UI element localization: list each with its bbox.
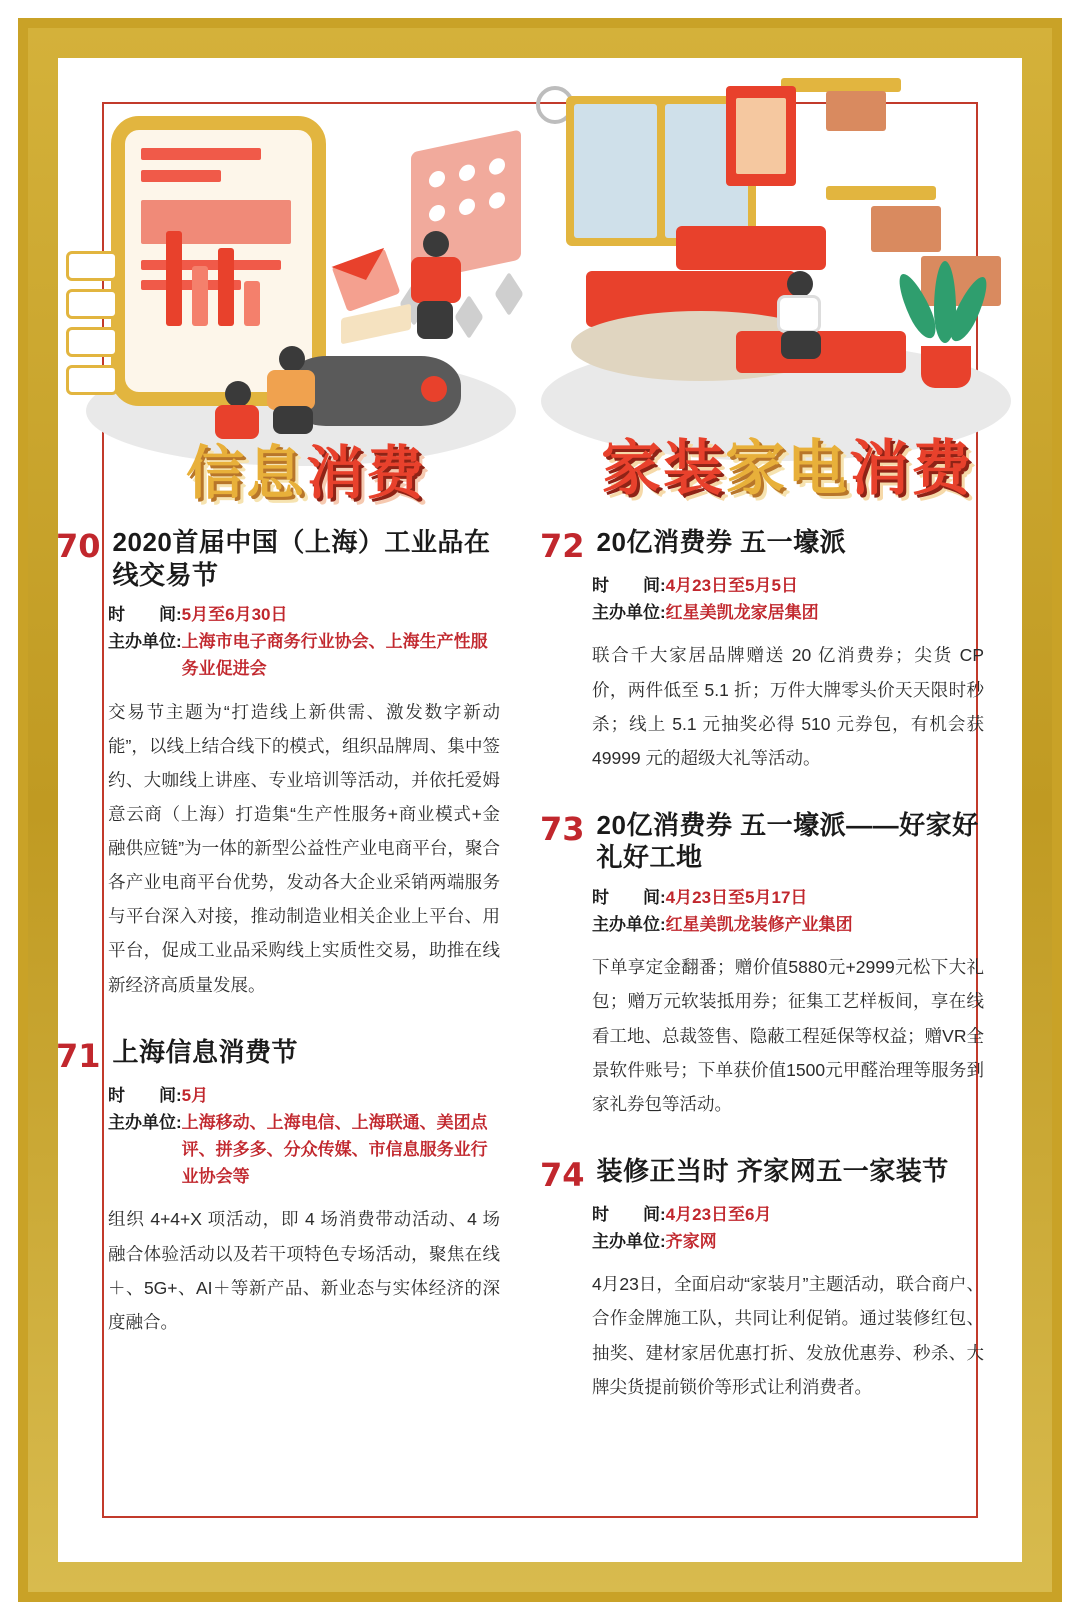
picture-frame — [726, 86, 796, 186]
entry-time-row — [108, 601, 500, 628]
storage-box — [826, 91, 886, 131]
organizer-label: 主办单位: — [592, 1232, 666, 1252]
person-legs — [781, 331, 821, 359]
entry-time-row — [108, 1082, 500, 1109]
entry-title: 装修正当时 齐家网五一家装节 — [596, 1155, 949, 1186]
headline-part-2: 家电 — [725, 434, 849, 504]
person-sitting-right — [771, 271, 831, 361]
organizer-value: 上海移动、上海电信、上海联通、美团点评、拼多多、分众传媒、市信息服务业行业协会等 — [181, 1112, 488, 1187]
entry-header — [56, 526, 500, 591]
entry-organizer-row — [592, 1228, 984, 1255]
entry-70 — [56, 526, 500, 1002]
time-value: 4月23日至5月5日 — [665, 576, 798, 595]
entry-organizer-row — [108, 628, 500, 682]
person-torso — [777, 295, 821, 333]
entry-body: 下单享定金翻番；赠价值5880元+2999元松下大礼包；赠万元软装抵用券；征集工艺样板间，享在线看工地、总裁签售、隐蔽工程延保等权益；赠VR全景软件账号；下单获价值1500元甲醛治理等服务到家礼券包等活动。 — [592, 957, 984, 1114]
chart-bar — [166, 231, 182, 326]
poster-content — [56, 56, 1024, 1564]
entry-body: 交易节主题为“打造线上新供需、激发数字新动能”，以线上结合线下的模式，组织品牌周、集中签约、大咖线上讲座、专业培训等活动，并依托爱姆意云商（上海）打造集“生产性服务+商业模式+金融供应链”为一体的新型公益性产业电商平台，聚合各产业电商平台优势，发动各大企业采销两端服务与平台深入对接，推动制造业相关企业上平台、用平台，促成工业品采购线上实质性交易，助推在线新经济高质量发展。 — [108, 701, 500, 995]
plant-pot — [921, 346, 971, 388]
entry-73 — [540, 809, 984, 1121]
tile — [66, 365, 118, 395]
organizer-label: 主办单位: — [108, 1112, 182, 1132]
entry-72 — [540, 526, 984, 775]
headline-home-appliance-consumption — [601, 421, 973, 507]
entry-body: 4月23日，全面启动“家装月”主题活动，联合商户、合作金牌施工队，共同让利促销。通过装修红包、抽奖、建材家居优惠打折、发放优惠券、秒杀、大牌尖货提前锁价等形式让利消费者。 — [592, 1274, 984, 1397]
entry-organizer-row — [592, 599, 984, 626]
chart-bar — [218, 248, 234, 326]
entry-number: 73 — [540, 809, 585, 848]
time-label: 时 间: — [108, 1085, 182, 1105]
person-head — [423, 231, 449, 257]
entry-number: 74 — [540, 1155, 585, 1194]
entry-organizer-row — [108, 1109, 500, 1191]
headline-information-consumption — [186, 426, 426, 510]
panel-dot — [429, 169, 445, 188]
panel-dot — [459, 163, 475, 182]
entry-number: 70 — [56, 527, 101, 565]
entry-number: 71 — [56, 1036, 101, 1075]
entry-title: 20亿消费券 五一壕派 — [596, 527, 847, 557]
entry-header — [540, 809, 984, 874]
entry-organizer-row — [592, 911, 984, 938]
entry-meta — [108, 601, 500, 683]
time-value: 4月23日至6月 — [665, 1204, 772, 1224]
entry-title: 上海信息消费节 — [112, 1036, 299, 1067]
organizer-label: 主办单位: — [592, 603, 666, 623]
time-label: 时 间: — [108, 605, 182, 624]
entry-header — [56, 1036, 500, 1075]
organizer-value: 齐家网 — [665, 1232, 717, 1252]
chart-bar — [244, 281, 260, 326]
window-pane — [574, 104, 657, 238]
entry-title: 20亿消费券 五一壕派——好家好礼好工地 — [596, 809, 979, 873]
bed-illustration — [676, 226, 826, 270]
organizer-value: 红星美凯龙装修产业集团 — [665, 915, 853, 935]
time-label: 时 间: — [592, 887, 666, 907]
entry-number: 72 — [540, 527, 585, 565]
entry-time-row — [592, 1201, 984, 1228]
panel-dot — [489, 191, 505, 210]
envelope-icon — [331, 248, 400, 312]
chart-bar — [192, 266, 208, 326]
person-torso — [411, 257, 461, 303]
person-head — [279, 346, 305, 372]
organizer-value: 红星美凯龙家居集团 — [665, 603, 819, 623]
entry-74 — [540, 1155, 984, 1404]
shelf — [781, 78, 901, 92]
time-value: 5月 — [181, 1085, 209, 1105]
headline-part-1: 家装 — [601, 434, 725, 504]
entry-71 — [56, 1036, 500, 1339]
tile — [66, 327, 118, 357]
entry-meta — [592, 884, 984, 938]
entry-header — [540, 1155, 984, 1194]
entry-time-row — [592, 884, 984, 911]
person-head — [225, 381, 251, 407]
organizer-label: 主办单位: — [592, 915, 666, 935]
entry-title: 2020首届中国（上海）工业品在线交易节 — [112, 527, 491, 590]
panel-dot — [459, 197, 475, 216]
person-sitting — [261, 346, 331, 436]
entry-body: 组织 4+4+X 项活动，即 4 场消费带动活动、4 场融合体验活动以及若干项特色专场活动，聚焦在线＋、5G+、AI＋等新产品、新业态与实体经济的深度融合。 — [108, 1209, 500, 1332]
time-label: 时 间: — [592, 576, 666, 595]
right-column — [540, 526, 984, 1438]
illustration-band — [56, 56, 1024, 516]
headline-part-2: 消费 — [306, 439, 427, 507]
panel-dot — [489, 157, 505, 176]
screen-bar — [141, 148, 261, 160]
time-value: 4月23日至5月17日 — [665, 887, 808, 907]
time-label: 时 间: — [592, 1204, 666, 1224]
headline-part-3: 消费 — [849, 434, 973, 504]
storage-box — [871, 206, 941, 252]
left-column — [56, 526, 500, 1438]
bar-chart-illustration — [166, 216, 286, 326]
entry-meta — [592, 1201, 984, 1255]
entry-header — [540, 526, 984, 565]
text-columns — [56, 526, 1024, 1438]
person-legs — [417, 301, 453, 339]
headline-part-1: 信息 — [186, 439, 307, 507]
tile — [66, 289, 118, 319]
entry-time-row — [592, 572, 984, 599]
organizer-value: 上海市电子商务行业协会、上海生产性服务业促进会 — [181, 632, 488, 679]
time-value: 5月至6月30日 — [181, 605, 288, 624]
tile — [66, 251, 118, 281]
person-head — [787, 271, 813, 297]
shelf — [826, 186, 936, 200]
entry-body: 联合千大家居品牌赠送 20 亿消费券；尖货 CP 价，两件低至 5.1 折；万件大牌零头价天天限时秒杀；线上 5.1 元抽奖必得 510 元券包，有机会获 49999 元的超级大礼等活动。 — [592, 645, 984, 768]
screen-bar — [141, 170, 221, 182]
person-standing — [401, 231, 471, 341]
cube-block — [495, 272, 524, 317]
entry-meta — [592, 572, 984, 626]
entry-meta — [108, 1082, 500, 1191]
organizer-label: 主办单位: — [108, 632, 182, 652]
menu-tiles — [66, 251, 118, 403]
person-torso — [267, 370, 315, 410]
panel-dot — [429, 203, 445, 222]
